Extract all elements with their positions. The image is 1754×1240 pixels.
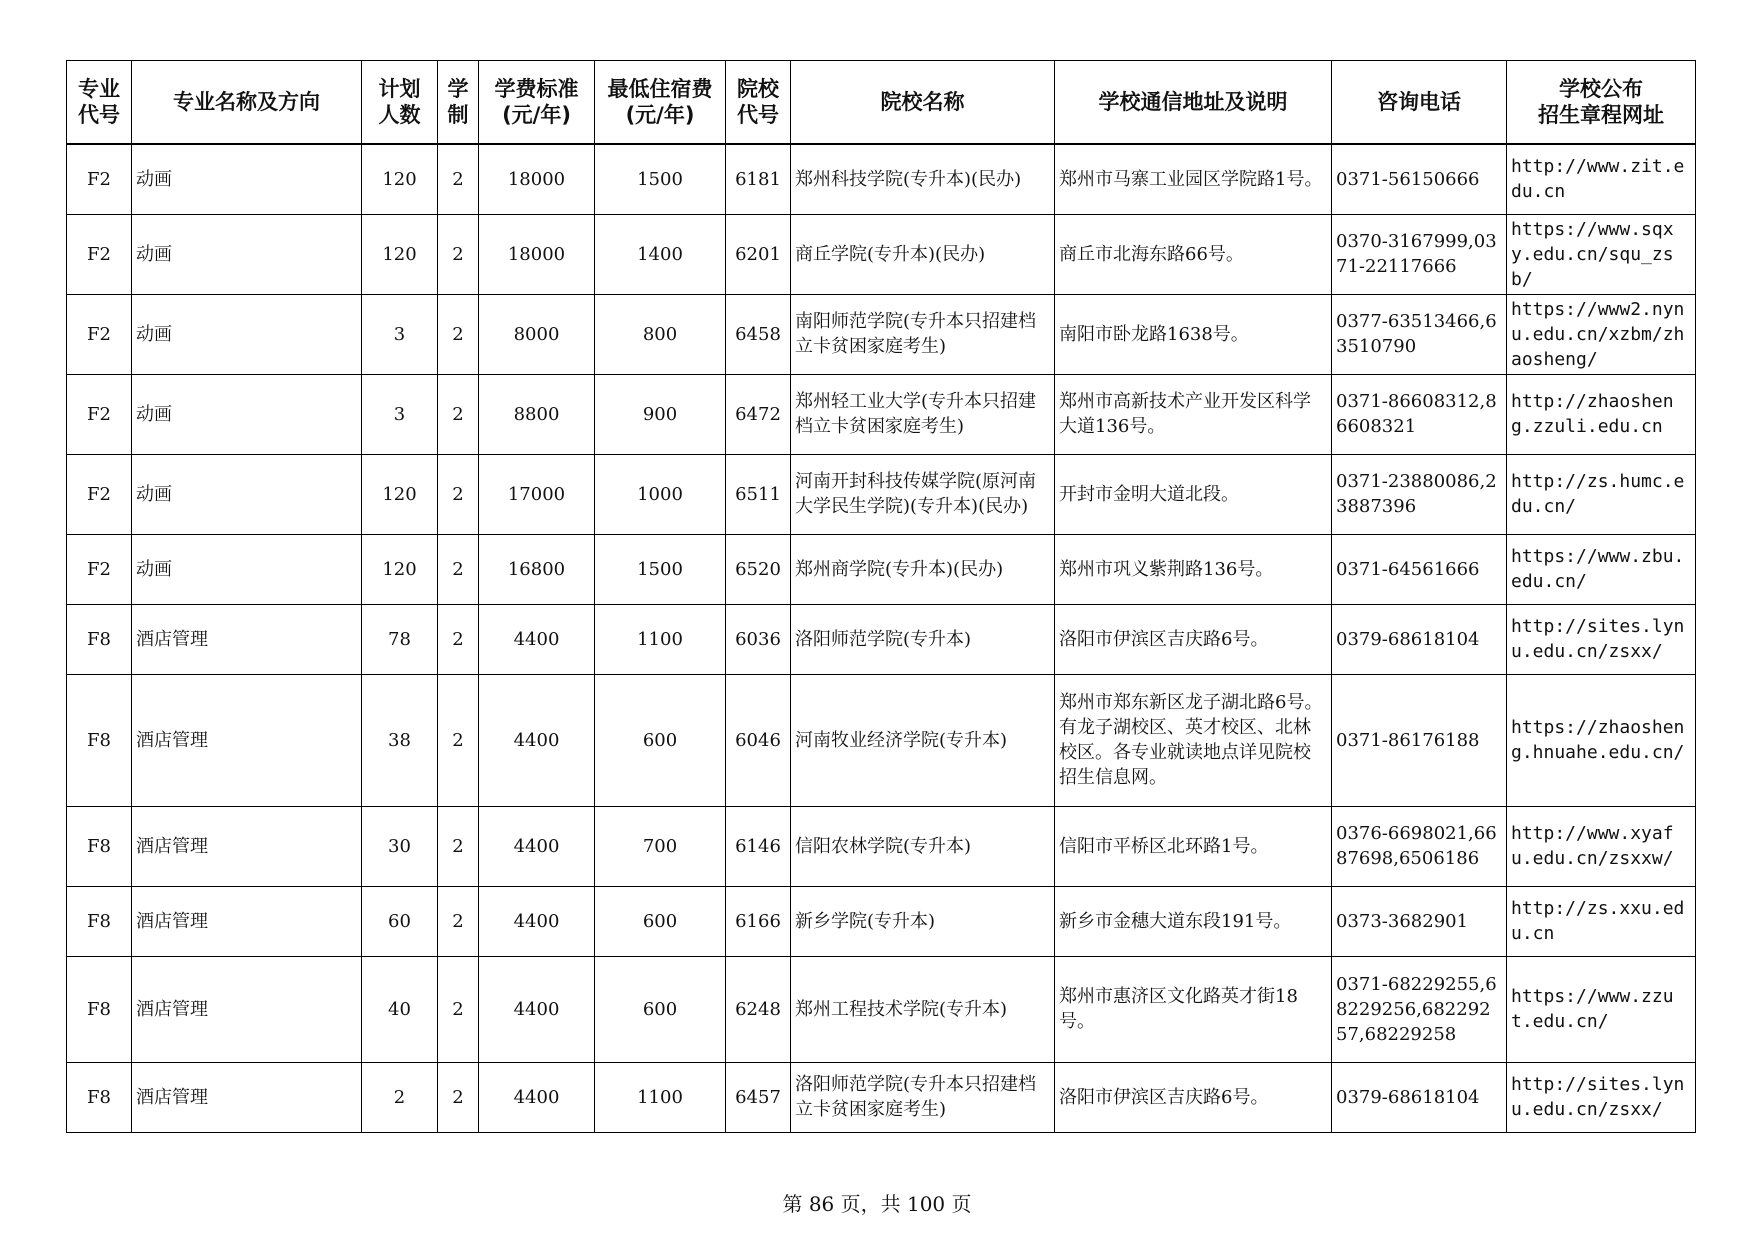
cell-duration: 2	[438, 674, 479, 806]
cell-plan-count: 2	[362, 1062, 438, 1132]
cell-plan-count: 120	[362, 214, 438, 294]
cell-tuition: 4400	[479, 806, 595, 886]
cell-address: 郑州市郑东新区龙子湖北路6号。有龙子湖校区、英才校区、北林校区。各专业就读地点详见院校招生信息网。	[1055, 674, 1332, 806]
cell-tuition: 4400	[479, 1062, 595, 1132]
cell-phone: 0371-64561666	[1332, 534, 1507, 604]
cell-major-name: 酒店管理	[132, 806, 362, 886]
table-header-row	[67, 61, 1696, 145]
cell-website[interactable]: https://www2.nynu.edu.cn/xzbm/zhaosheng/	[1507, 294, 1696, 374]
cell-lodging: 600	[595, 886, 726, 956]
cell-school-code: 6472	[726, 374, 791, 454]
cell-plan-count: 78	[362, 604, 438, 674]
cell-phone: 0379-68618104	[1332, 604, 1507, 674]
cell-major-name: 动画	[132, 144, 362, 214]
cell-address: 洛阳市伊滨区吉庆路6号。	[1055, 1062, 1332, 1132]
cell-address: 郑州市高新技术产业开发区科学大道136号。	[1055, 374, 1332, 454]
table-row	[67, 886, 1696, 956]
table-body	[67, 144, 1696, 1132]
table-row	[67, 806, 1696, 886]
cell-tuition: 16800	[479, 534, 595, 604]
cell-school-name: 郑州轻工业大学(专升本只招建档立卡贫困家庭考生)	[791, 374, 1055, 454]
cell-major-code: F2	[67, 374, 132, 454]
cell-plan-count: 3	[362, 374, 438, 454]
cell-plan-count: 60	[362, 886, 438, 956]
header-major-code: 专业 代号	[67, 61, 132, 145]
cell-website[interactable]: https://www.sqxy.edu.cn/squ_zsb/	[1507, 214, 1696, 294]
cell-address: 信阳市平桥区北环路1号。	[1055, 806, 1332, 886]
cell-school-name: 河南牧业经济学院(专升本)	[791, 674, 1055, 806]
cell-phone: 0379-68618104	[1332, 1062, 1507, 1132]
cell-major-code: F2	[67, 144, 132, 214]
cell-phone: 0370-3167999,0371-22117666	[1332, 214, 1507, 294]
cell-lodging: 900	[595, 374, 726, 454]
header-school-code: 院校 代号	[726, 61, 791, 145]
cell-website[interactable]: https://www.zbu.edu.cn/	[1507, 534, 1696, 604]
header-plan-count: 计划 人数	[362, 61, 438, 145]
cell-duration: 2	[438, 534, 479, 604]
cell-duration: 2	[438, 294, 479, 374]
cell-duration: 2	[438, 144, 479, 214]
cell-plan-count: 120	[362, 534, 438, 604]
cell-website[interactable]: http://sites.lynu.edu.cn/zsxx/	[1507, 604, 1696, 674]
cell-tuition: 4400	[479, 886, 595, 956]
cell-lodging: 800	[595, 294, 726, 374]
cell-phone: 0376-6698021,6687698,6506186	[1332, 806, 1507, 886]
cell-lodging: 1100	[595, 1062, 726, 1132]
cell-major-code: F2	[67, 534, 132, 604]
header-lodging: 最低住宿费 (元/年)	[595, 61, 726, 145]
cell-school-name: 郑州科技学院(专升本)(民办)	[791, 144, 1055, 214]
cell-major-name: 动画	[132, 454, 362, 534]
cell-major-name: 动画	[132, 534, 362, 604]
cell-phone: 0371-68229255,68229256,68229257,68229258	[1332, 956, 1507, 1062]
table-row	[67, 144, 1696, 214]
cell-major-code: F2	[67, 294, 132, 374]
cell-plan-count: 120	[362, 454, 438, 534]
cell-duration: 2	[438, 454, 479, 534]
cell-duration: 2	[438, 886, 479, 956]
table-row	[67, 214, 1696, 294]
cell-website[interactable]: http://www.zit.edu.cn	[1507, 144, 1696, 214]
cell-tuition: 4400	[479, 674, 595, 806]
cell-school-code: 6181	[726, 144, 791, 214]
cell-lodging: 1500	[595, 144, 726, 214]
page-footer	[0, 1188, 1754, 1217]
cell-major-code: F8	[67, 674, 132, 806]
cell-tuition: 18000	[479, 214, 595, 294]
header-major-name: 专业名称及方向	[132, 61, 362, 145]
cell-address: 洛阳市伊滨区吉庆路6号。	[1055, 604, 1332, 674]
header-duration: 学 制	[438, 61, 479, 145]
cell-school-name: 河南开封科技传媒学院(原河南大学民生学院)(专升本)(民办)	[791, 454, 1055, 534]
cell-tuition: 4400	[479, 604, 595, 674]
table-row	[67, 674, 1696, 806]
cell-major-code: F2	[67, 454, 132, 534]
footer-page-number: 86	[808, 1192, 835, 1216]
cell-plan-count: 30	[362, 806, 438, 886]
cell-school-code: 6520	[726, 534, 791, 604]
cell-major-name: 酒店管理	[132, 604, 362, 674]
cell-website[interactable]: http://zhaosheng.zzuli.edu.cn	[1507, 374, 1696, 454]
cell-school-code: 6457	[726, 1062, 791, 1132]
cell-phone: 0371-86176188	[1332, 674, 1507, 806]
cell-address: 商丘市北海东路66号。	[1055, 214, 1332, 294]
cell-major-code: F8	[67, 886, 132, 956]
cell-phone: 0377-63513466,63510790	[1332, 294, 1507, 374]
cell-address: 郑州市马寨工业园区学院路1号。	[1055, 144, 1332, 214]
cell-website[interactable]: https://www.zzut.edu.cn/	[1507, 956, 1696, 1062]
cell-tuition: 4400	[479, 956, 595, 1062]
cell-website[interactable]: http://sites.lynu.edu.cn/zsxx/	[1507, 1062, 1696, 1132]
footer-prefix: 第	[782, 1192, 803, 1216]
table-row	[67, 454, 1696, 534]
cell-duration: 2	[438, 806, 479, 886]
cell-tuition: 18000	[479, 144, 595, 214]
cell-school-code: 6201	[726, 214, 791, 294]
footer-mid: 页，共	[840, 1192, 901, 1216]
cell-school-name: 郑州工程技术学院(专升本)	[791, 956, 1055, 1062]
cell-school-name: 商丘学院(专升本)(民办)	[791, 214, 1055, 294]
cell-duration: 2	[438, 956, 479, 1062]
cell-tuition: 8000	[479, 294, 595, 374]
cell-tuition: 8800	[479, 374, 595, 454]
cell-lodging: 600	[595, 674, 726, 806]
cell-school-code: 6458	[726, 294, 791, 374]
cell-duration: 2	[438, 214, 479, 294]
cell-plan-count: 120	[362, 144, 438, 214]
table-row	[67, 956, 1696, 1062]
cell-major-code: F8	[67, 806, 132, 886]
cell-major-name: 酒店管理	[132, 886, 362, 956]
header-website: 学校公布 招生章程网址	[1507, 61, 1696, 145]
cell-school-code: 6046	[726, 674, 791, 806]
header-school-name: 院校名称	[791, 61, 1055, 145]
cell-website[interactable]: http://www.xyafu.edu.cn/zsxxw/	[1507, 806, 1696, 886]
cell-major-code: F8	[67, 604, 132, 674]
table-row	[67, 294, 1696, 374]
cell-plan-count: 38	[362, 674, 438, 806]
cell-website[interactable]: http://zs.humc.edu.cn/	[1507, 454, 1696, 534]
cell-duration: 2	[438, 374, 479, 454]
cell-school-name: 郑州商学院(专升本)(民办)	[791, 534, 1055, 604]
cell-school-code: 6166	[726, 886, 791, 956]
cell-school-name: 新乡学院(专升本)	[791, 886, 1055, 956]
header-tuition: 学费标准 (元/年)	[479, 61, 595, 145]
cell-lodging: 600	[595, 956, 726, 1062]
header-phone: 咨询电话	[1332, 61, 1507, 145]
table-row	[67, 534, 1696, 604]
cell-major-name: 酒店管理	[132, 674, 362, 806]
cell-website[interactable]: http://zs.xxu.edu.cn	[1507, 886, 1696, 956]
cell-lodging: 700	[595, 806, 726, 886]
cell-major-code: F2	[67, 214, 132, 294]
cell-address: 南阳市卧龙路1638号。	[1055, 294, 1332, 374]
cell-school-code: 6146	[726, 806, 791, 886]
cell-major-name: 动画	[132, 214, 362, 294]
footer-total-pages: 100	[906, 1192, 946, 1216]
cell-lodging: 1100	[595, 604, 726, 674]
cell-major-name: 酒店管理	[132, 1062, 362, 1132]
table-row	[67, 1062, 1696, 1132]
cell-lodging: 1500	[595, 534, 726, 604]
cell-phone: 0371-23880086,23887396	[1332, 454, 1507, 534]
cell-school-name: 洛阳师范学院(专升本)	[791, 604, 1055, 674]
cell-website[interactable]: https://zhaosheng.hnuahe.edu.cn/	[1507, 674, 1696, 806]
cell-duration: 2	[438, 604, 479, 674]
cell-phone: 0373-3682901	[1332, 886, 1507, 956]
cell-phone: 0371-56150666	[1332, 144, 1507, 214]
cell-address: 新乡市金穗大道东段191号。	[1055, 886, 1332, 956]
footer-suffix: 页	[951, 1192, 972, 1216]
cell-address: 郑州市惠济区文化路英才街18号。	[1055, 956, 1332, 1062]
cell-tuition: 17000	[479, 454, 595, 534]
cell-lodging: 1000	[595, 454, 726, 534]
cell-school-code: 6248	[726, 956, 791, 1062]
cell-phone: 0371-86608312,86608321	[1332, 374, 1507, 454]
header-address: 学校通信地址及说明	[1055, 61, 1332, 145]
cell-major-name: 动画	[132, 374, 362, 454]
cell-school-code: 6036	[726, 604, 791, 674]
cell-major-code: F8	[67, 1062, 132, 1132]
table-row	[67, 374, 1696, 454]
table-row	[67, 604, 1696, 674]
cell-lodging: 1400	[595, 214, 726, 294]
cell-plan-count: 40	[362, 956, 438, 1062]
cell-address: 开封市金明大道北段。	[1055, 454, 1332, 534]
cell-school-name: 南阳师范学院(专升本只招建档立卡贫困家庭考生)	[791, 294, 1055, 374]
admissions-table	[66, 60, 1696, 1133]
cell-address: 郑州市巩义紫荆路136号。	[1055, 534, 1332, 604]
cell-major-code: F8	[67, 956, 132, 1062]
cell-school-name: 信阳农林学院(专升本)	[791, 806, 1055, 886]
cell-school-name: 洛阳师范学院(专升本只招建档立卡贫困家庭考生)	[791, 1062, 1055, 1132]
cell-plan-count: 3	[362, 294, 438, 374]
cell-school-code: 6511	[726, 454, 791, 534]
cell-major-name: 酒店管理	[132, 956, 362, 1062]
cell-major-name: 动画	[132, 294, 362, 374]
cell-duration: 2	[438, 1062, 479, 1132]
